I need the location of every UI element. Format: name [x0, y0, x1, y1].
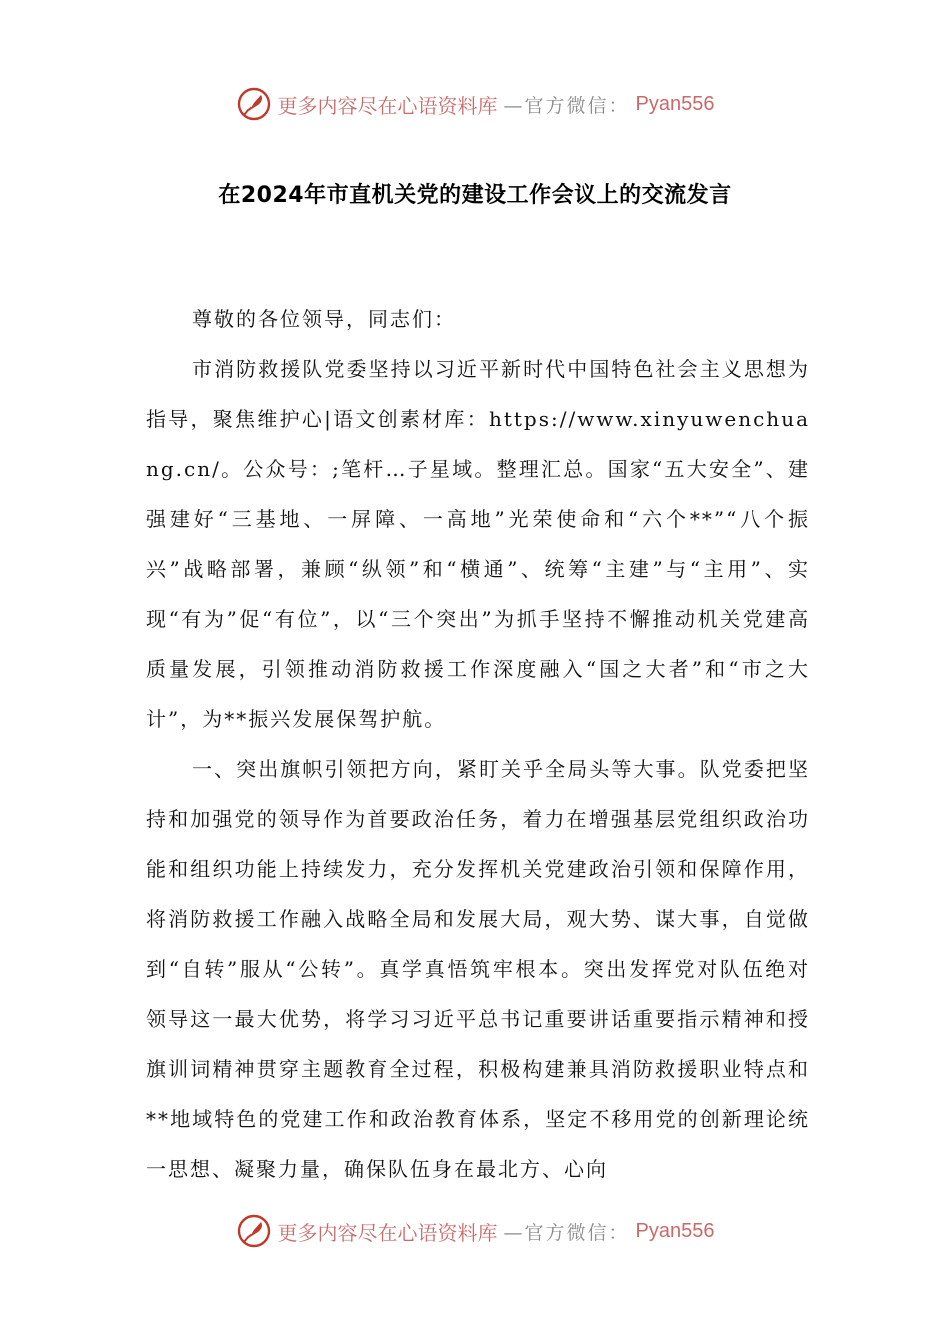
watermark-site-text: 更多内容尽在心语资料库	[277, 1220, 498, 1245]
quill-logo-icon	[236, 86, 272, 122]
watermark-sub-text: —官方微信：	[503, 94, 630, 117]
watermark-banner-bottom	[0, 1211, 950, 1251]
quill-logo-icon	[236, 1213, 272, 1249]
salutation: 尊敬的各位领导，同志们：	[192, 307, 456, 331]
watermark-banner-top	[0, 84, 950, 124]
watermark-site-text: 更多内容尽在心语资料库	[277, 93, 498, 118]
watermark-content	[236, 1213, 715, 1249]
body-paragraph: 一、突出旗帜引领把方向，紧盯关乎全局头等大事。队党委把坚持和加强党的领导作为首要政治任务，着力在增强基层党组织政治功能和组织功能上持续发力，充分发挥机关党建政治引领和保障作用，将消防救援工作融入战略全局和发展大局，观大势、谋大事，自觉做到“自转”服从“公转”。真学真悟筑牢根本。突出发挥党对队伍绝对领导这一最大优势，将学习习近平总书记重要讲话重要指示精神和授旗训词精神贯穿主题教育全过程，积极构建兼具消防救援职业特点和**地域特色的党建工作和政治教育体系，坚定不移用党的创新理论统一思想、凝聚力量，确保队伍身在最北方、心向	[146, 757, 810, 1181]
watermark-sub-text: —官方微信：	[503, 1221, 630, 1244]
document-title: 在2024年市直机关党的建设工作会议上的交流发言	[218, 183, 732, 208]
body-paragraph: 市消防救援队党委坚持以习近平新时代中国特色社会主义思想为指导，聚焦维护心|语文创素材库：https://www.xinyuwenchuang.cn/。公众号：;笔杆…子星域。整理汇总。国家“五大安全”、建强建好“三基地、一屏障、一高地”光荣使命和“六个**”“八个振兴”战略部署，兼顾“纵领”和“横通”、统筹“主建”与“主用”、实现“有为”促“有位”，以“三个突出”为抓手坚持不懈推动机关党建高质量发展，引领推动消防救援工作深度融入“国之大者”和“市之大计”，为**振兴发展保驾护航。	[146, 357, 810, 731]
watermark-wechat-id: Pyan556	[635, 1219, 715, 1242]
watermark-content	[236, 86, 715, 122]
watermark-wechat-id: Pyan556	[635, 92, 715, 115]
document-body	[146, 294, 810, 1194]
